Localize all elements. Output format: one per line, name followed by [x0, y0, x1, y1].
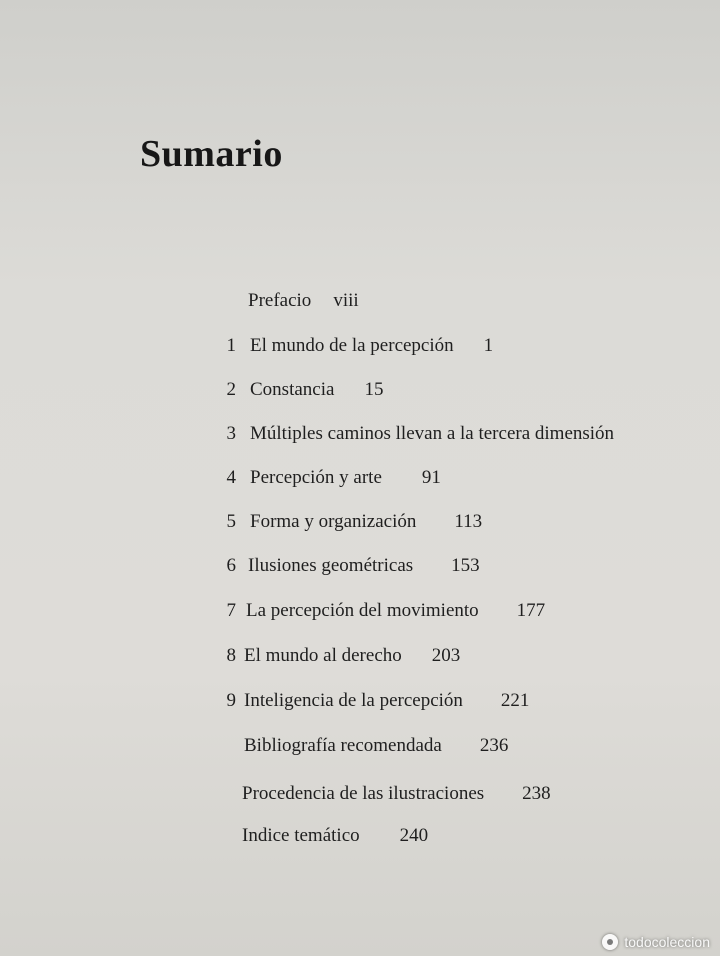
- toc-entry-page: 153: [451, 555, 480, 576]
- toc-entry-page: 238: [522, 783, 551, 804]
- toc-entry-procedencia: [222, 784, 551, 803]
- toc-entry-number: 3: [226, 423, 236, 444]
- toc-entry-label: Múltiples caminos llevan a la tercera dimensión: [250, 423, 615, 444]
- toc-entry-number: 2: [226, 379, 236, 400]
- toc-entry-5: [222, 512, 482, 531]
- toc-entry-page: 221: [500, 690, 530, 711]
- toc-entry-number: 6: [226, 555, 236, 576]
- page-title: Sumario: [140, 133, 283, 175]
- toc-entry-1: [222, 336, 493, 355]
- watermark-logo-icon: [602, 934, 618, 950]
- toc-entry-page: viii: [333, 290, 359, 311]
- toc-entry-7: [222, 601, 545, 620]
- toc-entry-number: 8: [226, 645, 236, 666]
- toc-entry-number: 9: [226, 690, 236, 711]
- toc-entry-page: 15: [364, 379, 384, 400]
- toc-entry-label: Ilusiones geométricas: [248, 555, 414, 576]
- toc-entry-label: Bibliografía recomendada: [244, 735, 442, 756]
- toc-entry-label: Prefacio: [248, 290, 312, 311]
- toc-entry-number: 7: [226, 600, 236, 621]
- toc-entry-label: Indice temático: [242, 825, 360, 846]
- toc-entry-6: [222, 556, 480, 575]
- toc-entry-number: 1: [226, 335, 236, 356]
- toc-entry-label: El mundo al derecho: [244, 645, 402, 666]
- toc-entry-label: Constancia: [250, 379, 335, 400]
- toc-entry-9: [222, 691, 529, 710]
- toc-entry-3: [222, 424, 636, 443]
- toc-entry-label: Forma y organización: [250, 511, 417, 532]
- toc-entry-bibliografia: [222, 736, 508, 755]
- toc-entry-page: 203: [431, 645, 461, 666]
- toc-entry-number: 5: [226, 511, 236, 532]
- toc-entry-label: El mundo de la percepción: [250, 335, 454, 356]
- toc-entry-page: 1: [483, 335, 494, 356]
- toc-entry-page: 236: [479, 735, 509, 756]
- toc-entry-indice: [222, 826, 428, 845]
- toc-entry-8: [222, 646, 460, 665]
- toc-entry-label: Inteligencia de la percepción: [244, 690, 463, 711]
- toc-entry-label: Procedencia de las ilustraciones: [242, 783, 485, 804]
- toc-entry-page: 177: [516, 600, 546, 621]
- toc-entry-page: 240: [399, 825, 429, 846]
- watermark: [602, 934, 710, 950]
- toc-entry-page: 113: [454, 511, 483, 532]
- toc-entry-number: 4: [226, 467, 236, 488]
- toc-entry-label: Percepción y arte: [250, 467, 382, 488]
- toc-entry-prefacio: [222, 291, 359, 310]
- watermark-text: todocoleccion: [624, 934, 710, 950]
- toc-entry-label: La percepción del movimiento: [246, 600, 479, 621]
- toc-entry-2: [222, 380, 383, 399]
- toc-entry-4: [222, 468, 441, 487]
- toc-entry-page: 91: [421, 467, 441, 488]
